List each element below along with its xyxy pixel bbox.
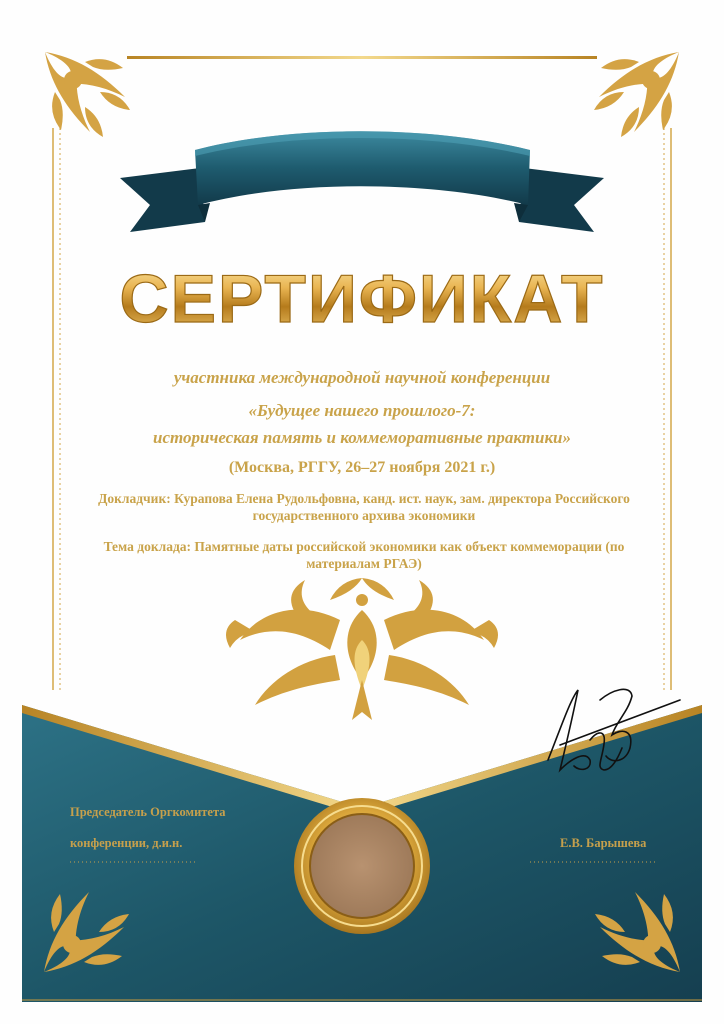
certificate-subtitle: участника международной научной конференции [173, 368, 551, 387]
conference-place-date: (Москва, РГГУ, 26–27 ноября 2021 г.) [228, 459, 496, 476]
damask-ornament-icon [226, 578, 498, 720]
speaker-line2: государственного архива экономики [252, 508, 476, 523]
conference-title-line2: историческая память и коммеморативные практики» [152, 428, 572, 447]
speaker-info [70, 490, 658, 524]
speaker-line1: Докладчик: Курапова Елена Рудольфовна, канд. ист. наук, зам. директора Российского [98, 491, 630, 506]
chair-role-line1: Председатель Оргкомитета [70, 805, 226, 819]
topic-line1: Тема доклада: Памятные даты российской экономики как объект коммеморации (по [103, 539, 625, 554]
chair-role-line2: конференции, д.и.н. [70, 836, 183, 850]
conference-title-line1: «Будущее нашего прошлого-7: [248, 401, 476, 420]
topic-info [70, 538, 658, 572]
certificate-title: СЕРТИФИКАТ [119, 261, 605, 337]
topic-line2: материалам РГАЭ) [306, 556, 422, 571]
corner-ornament-icon [594, 52, 679, 137]
corner-ornament-icon [45, 52, 130, 137]
chair-name: Е.В. Барышева [560, 836, 647, 850]
gold-seal-icon [294, 798, 430, 934]
ribbon-banner-icon [120, 131, 604, 232]
